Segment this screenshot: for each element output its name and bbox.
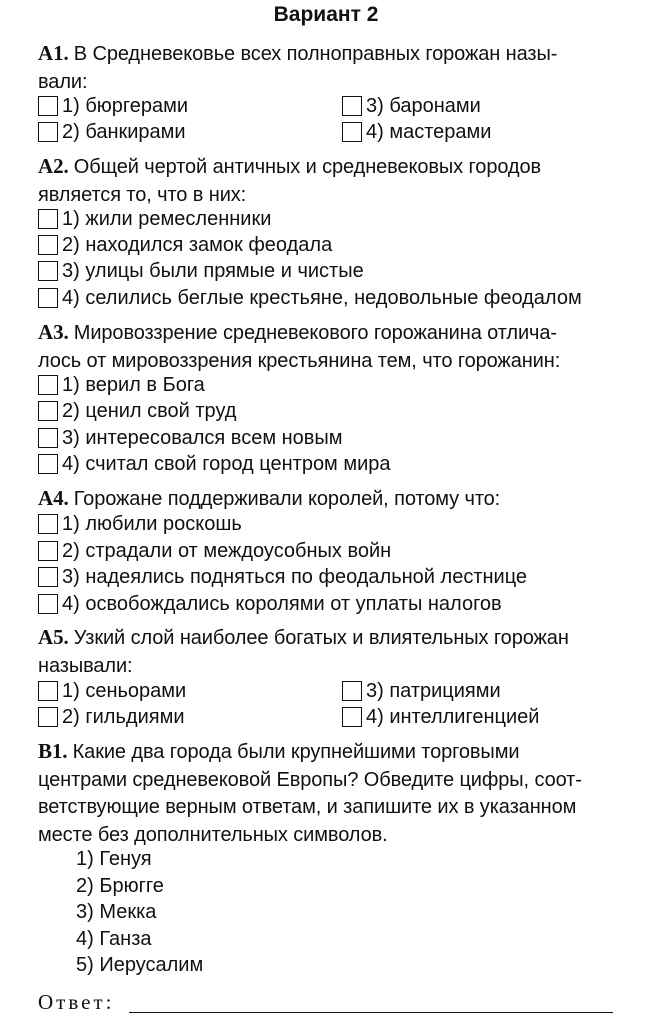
question-text: Мировоззрение средневекового горожанина отлича- [73,322,557,344]
option-a5-1[interactable] [38,678,186,704]
answer-checkbox[interactable] [38,235,58,255]
answer-checkbox[interactable] [38,209,58,229]
answer-label: Ответ: [38,990,115,1014]
question-number: A5. [38,625,69,649]
answer-checkbox[interactable] [38,261,58,281]
question-text-cont: является то, что в них: [38,183,247,206]
option-label: 4) мастерами [366,120,492,143]
choice-b1-2[interactable]: 2) Брюгге [76,875,164,897]
option-a2-3[interactable] [38,258,364,284]
choice-b1-4[interactable]: 4) Ганза [76,928,152,950]
option-label: 3) улицы были прямые и чистые [62,259,364,282]
answer-checkbox[interactable] [38,401,58,421]
option-a1-4[interactable] [342,119,491,145]
option-a2-2[interactable] [38,232,332,258]
question-a5 [38,624,618,679]
option-label: 3) баронами [366,94,481,117]
page-title: Вариант 2 [273,3,379,26]
option-label: 2) гильдиями [62,705,185,728]
answer-checkbox[interactable] [38,428,58,448]
answer-checkbox[interactable] [38,288,58,308]
option-a1-1[interactable] [38,93,188,119]
question-text-cont: вали: [38,70,88,93]
option-a2-1[interactable] [38,206,271,232]
question-text-cont: центрами средневековой Европы? Обведите цифры, соот- [38,768,582,791]
option-a5-3[interactable] [342,678,501,704]
option-label: 2) ценил свой труд [62,399,237,422]
option-label: 1) сеньорами [62,679,187,702]
answer-checkbox[interactable] [38,375,58,395]
question-a3 [38,319,618,374]
option-a1-2[interactable] [38,119,186,145]
answer-field[interactable] [129,1012,613,1013]
option-label: 1) верил в Бога [62,373,205,396]
option-a4-4[interactable] [38,591,502,617]
question-text-cont: месте без дополнительных символов. [38,823,388,846]
answer-checkbox[interactable] [38,541,58,561]
answer-checkbox[interactable] [38,594,58,614]
question-text: Какие два города были крупнейшими торговыми [72,741,520,763]
option-a1-3[interactable] [342,93,481,119]
option-label: 2) находился замок феодала [62,233,333,256]
question-number: A4. [38,486,69,510]
option-a3-3[interactable] [38,425,343,451]
question-b1 [38,738,618,848]
answer-checkbox[interactable] [342,96,362,116]
option-a4-1[interactable] [38,511,242,537]
option-label: 3) надеялись подняться по феодальной лестнице [62,565,528,588]
choice-b1-1[interactable]: 1) Генуя [76,848,152,870]
question-a4 [38,485,618,513]
answer-checkbox[interactable] [38,122,58,142]
question-text-cont: ветствующие верным ответам, и запишите их в указанном [38,796,577,818]
option-label: 1) жили ремесленники [62,207,272,230]
option-a5-4[interactable] [342,704,539,730]
answer-checkbox[interactable] [38,96,58,116]
option-label: 3) интересовался всем новым [62,426,343,449]
option-a3-1[interactable] [38,372,205,398]
answer-checkbox[interactable] [38,514,58,534]
question-text-cont: лось от мировоззрения крестьянина тем, что горожанин: [38,349,561,372]
question-text: В Средневековье всех полноправных горожан назы- [73,43,558,65]
option-label: 3) патрициями [366,679,501,702]
question-text: Общей чертой античных и средневековых городов [73,156,542,178]
option-a5-2[interactable] [38,704,185,730]
answer-checkbox[interactable] [342,122,362,142]
option-a4-3[interactable] [38,564,527,590]
answer-checkbox[interactable] [38,454,58,474]
question-number: A2. [38,154,69,178]
option-label: 1) любили роскошь [62,512,242,535]
option-a2-4[interactable] [38,285,582,311]
choice-b1-3[interactable]: 3) Мекка [76,901,157,923]
answer-checkbox[interactable] [38,567,58,587]
question-number: B1. [38,739,68,763]
option-label: 4) освобождались королями от уплаты налогов [62,592,502,615]
option-label: 4) селились беглые крестьяне, недовольные феодалом [62,286,582,309]
option-label: 4) считал свой город центром мира [62,452,391,475]
question-text: Горожане поддерживали королей, потому что: [73,488,501,510]
question-a2 [38,153,618,208]
answer-checkbox[interactable] [342,681,362,701]
option-a3-4[interactable] [38,451,391,477]
answer-checkbox[interactable] [38,681,58,701]
option-a4-2[interactable] [38,538,391,564]
answer-checkbox[interactable] [38,707,58,727]
option-a3-2[interactable] [38,398,236,424]
option-label: 1) бюргерами [62,94,189,117]
question-number: A1. [38,41,69,65]
question-text: Узкий слой наиболее богатых и влиятельных горожан [73,627,569,649]
option-label: 4) интеллигенцией [366,705,540,728]
answer-checkbox[interactable] [342,707,362,727]
option-label: 2) страдали от междоусобных войн [62,539,392,562]
question-a1 [38,40,618,95]
question-text-cont: называли: [38,654,133,677]
choice-b1-5[interactable]: 5) Иерусалим [76,954,204,976]
option-label: 2) банкирами [62,120,186,143]
question-number: A3. [38,320,69,344]
